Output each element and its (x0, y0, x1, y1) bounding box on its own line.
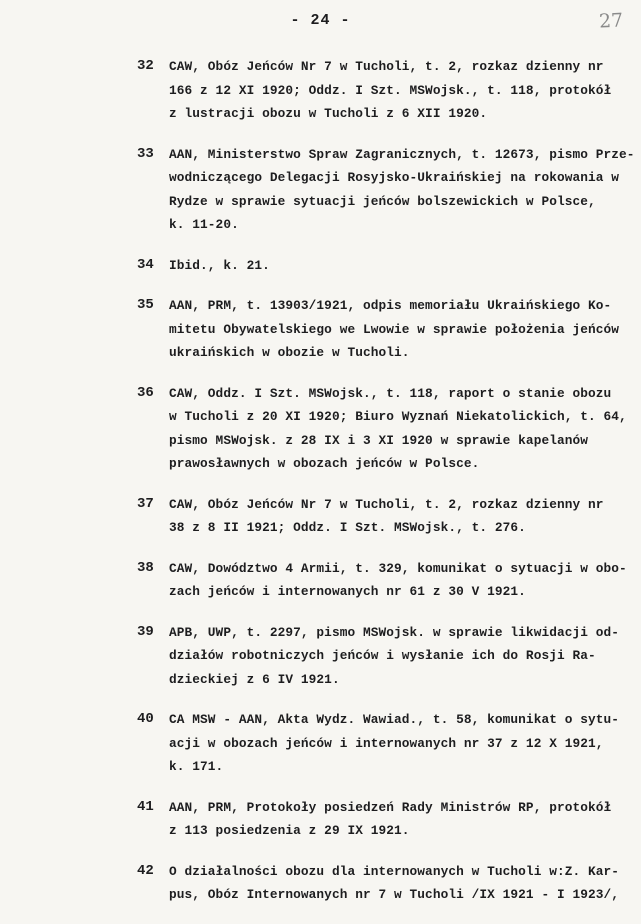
page-number: - 24 - (290, 12, 351, 29)
footnote-text: CA MSW - AAN, Akta Wydz. Wawiad., t. 58, komunikat o sytu- acji w obozach jeńców i internowanych nr 37 z 12 X 1921, k. 171. (169, 712, 620, 774)
footnote-number: 32 (137, 58, 154, 74)
footnote-number: 42 (137, 862, 154, 879)
footnote-number: 37 (137, 495, 154, 512)
footnote (137, 708, 627, 779)
footnote-text: CAW, Obóz Jeńców Nr 7 w Tucholi, t. 2, rozkaz dzienny nr 166 z 12 XI 1920; Oddz. I Szt. MSWojsk., t. 118, protokół z lustracji obozu w Tucholi z 6 XII 1920. (169, 59, 612, 121)
footnote (137, 860, 627, 907)
footnote-number: 33 (137, 145, 154, 162)
footnote (137, 55, 627, 126)
footnote-text: AAN, PRM, Protokoły posiedzeń Rady Ministrów RP, protokół z 113 posiedzenia z 29 IX 1921. (169, 799, 612, 838)
footnote (137, 557, 627, 604)
footnote (137, 382, 627, 476)
footnote-text: O działalności obozu dla internowanych w Tucholi w:Z. Kar- pus, Obóz Internowanych nr 7 w Tucholi /IX 1921 - I 1923/, (169, 863, 620, 902)
footnote-text: Ibid., k. 21. (169, 257, 270, 273)
archive-page-number: 27 (598, 9, 624, 33)
footnote-text: CAW, Oddz. I Szt. MSWojsk., t. 118, raport o stanie obozu w Tucholi z 20 XI 1920; Biuro Wyznań Niekatolickich, t. 64, pismo MSWojsk. z 28 IX i 3 XI 1920 w sprawie kapelanów prawosławnych w obozach jeńców w Polsce. (169, 385, 627, 471)
footnote (137, 796, 627, 843)
footnote-number: 41 (137, 798, 154, 815)
footnote-number: 35 (137, 297, 154, 313)
footnote-number: 36 (137, 384, 154, 401)
footnote (137, 254, 627, 278)
footnotes-list (137, 55, 635, 924)
footnote-number: 34 (137, 256, 154, 273)
footnote-text: AAN, Ministerstwo Spraw Zagranicznych, t. 12673, pismo Prze- wodniczącego Delegacji Rosyjsko-Ukraińskiej na rokowania w Rydze w sprawie sytuacji jeńców bolszewickich w Polsce, k. 11-20. (169, 146, 635, 232)
footnote-text: CAW, Obóz Jeńców Nr 7 w Tucholi, t. 2, rozkaz dzienny nr 38 z 8 II 1921; Oddz. I Szt. MSWojsk., t. 276. (169, 496, 604, 535)
footnote-number: 39 (137, 623, 154, 640)
footnote-text: AAN, PRM, t. 13903/1921, odpis memoriału Ukraińskiego Ko- mitetu Obywatelskiego we Lwowie w sprawie położenia jeńców ukraińskich w obozie w Tucholi. (169, 298, 620, 360)
footnote (137, 294, 627, 365)
footnote-number: 38 (137, 559, 154, 576)
footnote-text: CAW, Dowództwo 4 Armii, t. 329, komunikat o sytuacji w obo- zach jeńców i internowanych nr 61 z 30 V 1921. (169, 560, 627, 599)
footnote (137, 143, 635, 237)
footnote (137, 621, 627, 692)
footnote-text: APB, UWP, t. 2297, pismo MSWojsk. w sprawie likwidacji od- działów robotniczych jeńców i wysłanie ich do Rosji Ra- dzieckiej z 6 IV 1921. (169, 624, 620, 687)
footnote (137, 493, 627, 540)
footnote-number: 40 (137, 711, 154, 727)
